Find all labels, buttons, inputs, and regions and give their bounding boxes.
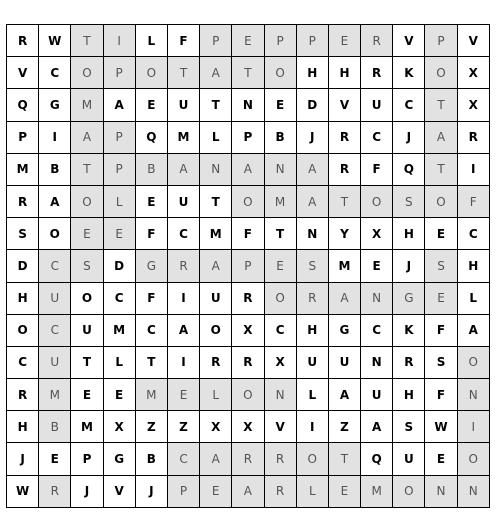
letter-cell[interactable]: R bbox=[7, 379, 39, 411]
letter-cell[interactable]: M bbox=[71, 89, 103, 121]
letter-cell[interactable]: M bbox=[39, 379, 71, 411]
letter-cell[interactable]: G bbox=[39, 89, 71, 121]
letter-cell[interactable]: R bbox=[361, 57, 393, 89]
letter-cell[interactable]: O bbox=[71, 57, 103, 89]
letter-cell[interactable]: A bbox=[200, 57, 232, 89]
letter-cell[interactable]: M bbox=[136, 379, 168, 411]
letter-cell[interactable]: F bbox=[458, 186, 490, 218]
letter-cell[interactable]: O bbox=[458, 443, 490, 475]
letter-cell[interactable]: R bbox=[7, 186, 39, 218]
letter-cell[interactable]: R bbox=[232, 283, 264, 315]
letter-cell[interactable]: O bbox=[39, 218, 71, 250]
letter-cell[interactable]: M bbox=[168, 122, 200, 154]
letter-cell[interactable]: J bbox=[7, 443, 39, 475]
letter-cell[interactable]: T bbox=[232, 57, 264, 89]
letter-cell[interactable]: C bbox=[39, 250, 71, 282]
letter-cell[interactable]: X bbox=[104, 411, 136, 443]
letter-cell[interactable]: H bbox=[329, 57, 361, 89]
letter-cell[interactable]: M bbox=[361, 476, 393, 508]
letter-cell[interactable]: L bbox=[297, 379, 329, 411]
letter-cell[interactable]: F bbox=[425, 379, 457, 411]
letter-cell[interactable]: A bbox=[200, 443, 232, 475]
letter-cell[interactable]: J bbox=[297, 122, 329, 154]
letter-cell[interactable]: O bbox=[71, 186, 103, 218]
letter-cell[interactable]: U bbox=[361, 89, 393, 121]
letter-cell[interactable]: Q bbox=[136, 122, 168, 154]
letter-cell[interactable]: O bbox=[265, 57, 297, 89]
letter-cell[interactable]: T bbox=[425, 89, 457, 121]
letter-cell[interactable]: T bbox=[200, 186, 232, 218]
letter-cell[interactable]: F bbox=[136, 283, 168, 315]
letter-cell[interactable]: C bbox=[168, 443, 200, 475]
letter-cell[interactable]: U bbox=[168, 186, 200, 218]
letter-cell[interactable]: A bbox=[361, 411, 393, 443]
letter-cell[interactable]: A bbox=[458, 315, 490, 347]
letter-cell[interactable]: A bbox=[104, 89, 136, 121]
letter-cell[interactable]: E bbox=[232, 25, 264, 57]
letter-cell[interactable]: L bbox=[104, 186, 136, 218]
letter-cell[interactable]: H bbox=[297, 57, 329, 89]
letter-cell[interactable]: T bbox=[200, 89, 232, 121]
letter-cell[interactable]: V bbox=[104, 476, 136, 508]
letter-cell[interactable]: S bbox=[425, 347, 457, 379]
letter-cell[interactable]: H bbox=[393, 379, 425, 411]
letter-cell[interactable]: T bbox=[136, 347, 168, 379]
letter-cell[interactable]: G bbox=[136, 250, 168, 282]
letter-cell[interactable]: I bbox=[458, 411, 490, 443]
letter-cell[interactable]: P bbox=[297, 25, 329, 57]
letter-cell[interactable]: E bbox=[200, 476, 232, 508]
letter-cell[interactable]: A bbox=[232, 476, 264, 508]
letter-cell[interactable]: A bbox=[232, 154, 264, 186]
letter-cell[interactable]: R bbox=[329, 154, 361, 186]
letter-cell[interactable]: I bbox=[168, 283, 200, 315]
letter-cell[interactable]: W bbox=[7, 476, 39, 508]
letter-cell[interactable]: T bbox=[425, 154, 457, 186]
letter-cell[interactable]: R bbox=[232, 443, 264, 475]
letter-cell[interactable]: O bbox=[265, 283, 297, 315]
letter-cell[interactable]: E bbox=[168, 379, 200, 411]
letter-cell[interactable]: L bbox=[458, 283, 490, 315]
letter-cell[interactable]: N bbox=[232, 89, 264, 121]
letter-cell[interactable]: T bbox=[71, 347, 103, 379]
letter-cell[interactable]: U bbox=[39, 283, 71, 315]
letter-cell[interactable]: N bbox=[265, 154, 297, 186]
letter-cell[interactable]: X bbox=[458, 89, 490, 121]
letter-cell[interactable]: A bbox=[39, 186, 71, 218]
letter-cell[interactable]: D bbox=[7, 250, 39, 282]
letter-cell[interactable]: M bbox=[71, 411, 103, 443]
letter-cell[interactable]: N bbox=[265, 379, 297, 411]
letter-cell[interactable]: C bbox=[39, 57, 71, 89]
letter-cell[interactable]: M bbox=[200, 218, 232, 250]
letter-cell[interactable]: C bbox=[393, 89, 425, 121]
letter-cell[interactable]: O bbox=[232, 379, 264, 411]
letter-cell[interactable]: G bbox=[393, 283, 425, 315]
letter-cell[interactable]: S bbox=[425, 250, 457, 282]
letter-cell[interactable]: C bbox=[168, 218, 200, 250]
letter-cell[interactable]: C bbox=[361, 315, 393, 347]
letter-cell[interactable]: P bbox=[168, 476, 200, 508]
letter-cell[interactable]: I bbox=[458, 154, 490, 186]
letter-cell[interactable]: E bbox=[39, 443, 71, 475]
letter-cell[interactable]: E bbox=[104, 379, 136, 411]
letter-cell[interactable]: M bbox=[7, 154, 39, 186]
letter-cell[interactable]: I bbox=[297, 411, 329, 443]
letter-cell[interactable]: V bbox=[329, 89, 361, 121]
letter-cell[interactable]: E bbox=[136, 186, 168, 218]
letter-cell[interactable]: L bbox=[297, 476, 329, 508]
letter-cell[interactable]: O bbox=[297, 443, 329, 475]
letter-cell[interactable]: T bbox=[71, 154, 103, 186]
letter-cell[interactable]: C bbox=[361, 122, 393, 154]
letter-cell[interactable]: P bbox=[104, 154, 136, 186]
letter-cell[interactable]: P bbox=[425, 25, 457, 57]
letter-cell[interactable]: B bbox=[136, 443, 168, 475]
letter-cell[interactable]: Q bbox=[361, 443, 393, 475]
letter-cell[interactable]: M bbox=[265, 186, 297, 218]
letter-cell[interactable]: R bbox=[361, 25, 393, 57]
letter-cell[interactable]: O bbox=[200, 315, 232, 347]
letter-cell[interactable]: X bbox=[232, 315, 264, 347]
letter-cell[interactable]: A bbox=[168, 315, 200, 347]
letter-cell[interactable]: A bbox=[329, 379, 361, 411]
letter-cell[interactable]: R bbox=[7, 25, 39, 57]
letter-cell[interactable]: O bbox=[393, 476, 425, 508]
letter-cell[interactable]: E bbox=[425, 283, 457, 315]
letter-cell[interactable]: O bbox=[425, 186, 457, 218]
letter-cell[interactable]: B bbox=[136, 154, 168, 186]
letter-cell[interactable]: X bbox=[200, 411, 232, 443]
letter-cell[interactable]: R bbox=[200, 347, 232, 379]
letter-cell[interactable]: P bbox=[7, 122, 39, 154]
letter-cell[interactable]: B bbox=[265, 122, 297, 154]
letter-cell[interactable]: C bbox=[7, 347, 39, 379]
letter-cell[interactable]: C bbox=[265, 315, 297, 347]
letter-cell[interactable]: K bbox=[393, 315, 425, 347]
letter-cell[interactable]: R bbox=[265, 443, 297, 475]
letter-cell[interactable]: E bbox=[329, 25, 361, 57]
letter-cell[interactable]: S bbox=[7, 218, 39, 250]
letter-cell[interactable]: O bbox=[136, 57, 168, 89]
letter-cell[interactable]: H bbox=[393, 218, 425, 250]
letter-cell[interactable]: O bbox=[361, 186, 393, 218]
letter-cell[interactable]: N bbox=[200, 154, 232, 186]
letter-cell[interactable]: V bbox=[393, 25, 425, 57]
letter-cell[interactable]: L bbox=[200, 379, 232, 411]
letter-cell[interactable]: Y bbox=[329, 218, 361, 250]
letter-cell[interactable]: O bbox=[7, 315, 39, 347]
letter-cell[interactable]: R bbox=[232, 347, 264, 379]
letter-cell[interactable]: U bbox=[393, 443, 425, 475]
letter-cell[interactable]: N bbox=[361, 347, 393, 379]
letter-cell[interactable]: W bbox=[425, 411, 457, 443]
letter-cell[interactable]: X bbox=[458, 57, 490, 89]
letter-cell[interactable]: H bbox=[458, 250, 490, 282]
letter-cell[interactable]: P bbox=[104, 122, 136, 154]
letter-cell[interactable]: J bbox=[136, 476, 168, 508]
letter-cell[interactable]: X bbox=[361, 218, 393, 250]
letter-cell[interactable]: D bbox=[297, 89, 329, 121]
letter-cell[interactable]: A bbox=[200, 250, 232, 282]
letter-cell[interactable]: V bbox=[7, 57, 39, 89]
letter-cell[interactable]: B bbox=[39, 154, 71, 186]
letter-cell[interactable]: T bbox=[329, 186, 361, 218]
letter-cell[interactable]: R bbox=[39, 476, 71, 508]
letter-cell[interactable]: E bbox=[71, 379, 103, 411]
word-search-grid bbox=[6, 24, 490, 508]
letter-cell[interactable]: C bbox=[104, 283, 136, 315]
letter-cell[interactable]: M bbox=[104, 315, 136, 347]
letter-cell[interactable]: C bbox=[39, 315, 71, 347]
letter-cell[interactable]: R bbox=[265, 476, 297, 508]
letter-cell[interactable]: C bbox=[136, 315, 168, 347]
letter-cell[interactable]: T bbox=[265, 218, 297, 250]
letter-cell[interactable]: N bbox=[361, 283, 393, 315]
letter-cell[interactable]: E bbox=[329, 476, 361, 508]
letter-cell[interactable]: N bbox=[297, 218, 329, 250]
letter-cell[interactable]: A bbox=[297, 186, 329, 218]
letter-cell[interactable]: F bbox=[232, 218, 264, 250]
letter-cell[interactable]: R bbox=[393, 347, 425, 379]
letter-cell[interactable]: U bbox=[297, 347, 329, 379]
letter-cell[interactable]: O bbox=[425, 57, 457, 89]
letter-cell[interactable]: E bbox=[71, 218, 103, 250]
letter-cell[interactable]: P bbox=[232, 250, 264, 282]
letter-cell[interactable]: H bbox=[297, 315, 329, 347]
letter-cell[interactable]: M bbox=[329, 250, 361, 282]
letter-cell[interactable]: B bbox=[39, 411, 71, 443]
letter-cell[interactable]: U bbox=[39, 347, 71, 379]
letter-cell[interactable]: A bbox=[329, 283, 361, 315]
letter-cell[interactable]: F bbox=[168, 25, 200, 57]
letter-cell[interactable]: P bbox=[104, 57, 136, 89]
letter-cell[interactable]: E bbox=[425, 443, 457, 475]
letter-cell[interactable]: N bbox=[458, 476, 490, 508]
letter-cell[interactable]: T bbox=[168, 57, 200, 89]
letter-cell[interactable]: R bbox=[297, 283, 329, 315]
letter-cell[interactable]: U bbox=[71, 315, 103, 347]
letter-cell[interactable]: C bbox=[458, 218, 490, 250]
letter-cell[interactable]: H bbox=[7, 283, 39, 315]
letter-cell[interactable]: V bbox=[265, 411, 297, 443]
letter-cell[interactable]: F bbox=[361, 154, 393, 186]
letter-cell[interactable]: Z bbox=[329, 411, 361, 443]
letter-cell[interactable]: P bbox=[265, 25, 297, 57]
letter-cell[interactable]: K bbox=[393, 57, 425, 89]
letter-cell[interactable]: G bbox=[104, 443, 136, 475]
letter-cell[interactable]: W bbox=[39, 25, 71, 57]
letter-cell[interactable]: N bbox=[458, 379, 490, 411]
letter-cell[interactable]: O bbox=[458, 347, 490, 379]
letter-cell[interactable]: L bbox=[104, 347, 136, 379]
letter-cell[interactable]: I bbox=[104, 25, 136, 57]
letter-cell[interactable]: O bbox=[71, 283, 103, 315]
letter-cell[interactable]: S bbox=[393, 186, 425, 218]
letter-cell[interactable]: I bbox=[39, 122, 71, 154]
letter-cell[interactable]: S bbox=[297, 250, 329, 282]
letter-cell[interactable]: J bbox=[71, 476, 103, 508]
letter-cell[interactable]: P bbox=[232, 122, 264, 154]
letter-cell[interactable]: U bbox=[329, 347, 361, 379]
letter-cell[interactable]: A bbox=[425, 122, 457, 154]
letter-cell[interactable]: U bbox=[168, 89, 200, 121]
letter-cell[interactable]: Q bbox=[7, 89, 39, 121]
letter-cell[interactable]: J bbox=[393, 122, 425, 154]
letter-cell[interactable]: V bbox=[458, 25, 490, 57]
letter-cell[interactable]: Z bbox=[168, 411, 200, 443]
letter-cell[interactable]: A bbox=[168, 154, 200, 186]
letter-cell[interactable]: E bbox=[361, 250, 393, 282]
letter-cell[interactable]: R bbox=[168, 250, 200, 282]
letter-cell[interactable]: N bbox=[425, 476, 457, 508]
letter-cell[interactable]: P bbox=[71, 443, 103, 475]
letter-cell[interactable]: E bbox=[265, 250, 297, 282]
letter-cell[interactable]: S bbox=[393, 411, 425, 443]
letter-cell[interactable]: S bbox=[71, 250, 103, 282]
letter-cell[interactable]: F bbox=[136, 218, 168, 250]
letter-cell[interactable]: P bbox=[200, 25, 232, 57]
letter-cell[interactable]: L bbox=[136, 25, 168, 57]
letter-cell[interactable]: T bbox=[329, 443, 361, 475]
letter-cell[interactable]: E bbox=[104, 218, 136, 250]
letter-cell[interactable]: O bbox=[232, 186, 264, 218]
letter-cell[interactable]: X bbox=[232, 411, 264, 443]
letter-cell[interactable]: U bbox=[200, 283, 232, 315]
letter-cell[interactable]: D bbox=[104, 250, 136, 282]
letter-cell[interactable]: E bbox=[136, 89, 168, 121]
letter-cell[interactable]: A bbox=[71, 122, 103, 154]
letter-cell[interactable]: F bbox=[425, 315, 457, 347]
letter-cell[interactable]: R bbox=[458, 122, 490, 154]
letter-cell[interactable]: R bbox=[329, 122, 361, 154]
letter-cell[interactable]: E bbox=[425, 218, 457, 250]
letter-cell[interactable]: J bbox=[393, 250, 425, 282]
letter-cell[interactable]: I bbox=[168, 347, 200, 379]
letter-cell[interactable]: L bbox=[200, 122, 232, 154]
letter-cell[interactable]: E bbox=[265, 89, 297, 121]
letter-cell[interactable]: U bbox=[361, 379, 393, 411]
letter-cell[interactable]: A bbox=[297, 154, 329, 186]
letter-cell[interactable]: G bbox=[329, 315, 361, 347]
letter-cell[interactable]: X bbox=[265, 347, 297, 379]
letter-cell[interactable]: Q bbox=[393, 154, 425, 186]
letter-cell[interactable]: H bbox=[7, 411, 39, 443]
letter-cell[interactable]: Z bbox=[136, 411, 168, 443]
letter-cell[interactable]: T bbox=[71, 25, 103, 57]
